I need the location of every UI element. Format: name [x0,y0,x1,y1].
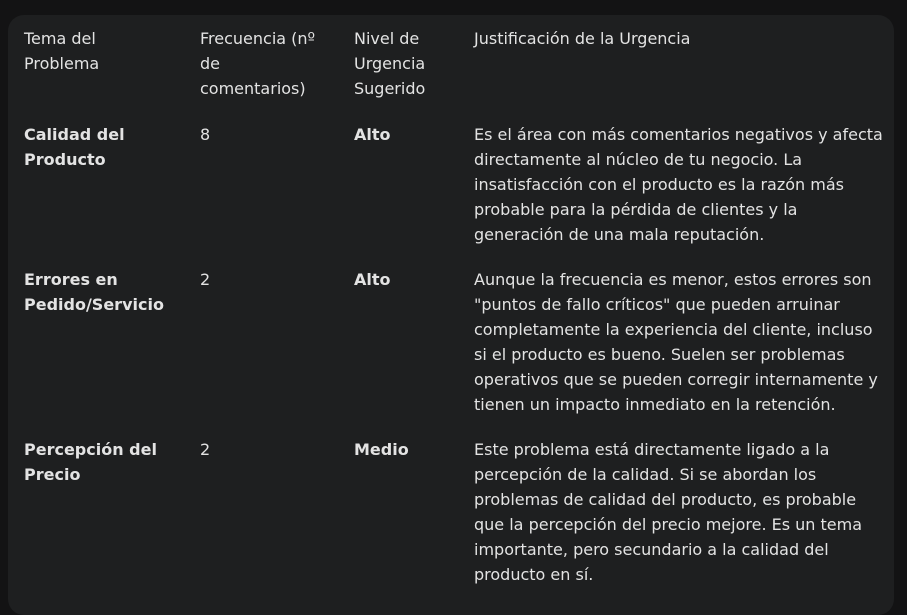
priority-table-card [8,15,894,615]
cell-justification: Es el área con más comentarios negativos y afecta directamente al núcleo de tu negocio. La insatisfacción con el producto es la razón más probable para la pérdida de clientes y la generación de una mala reputación. [474,125,883,244]
cell-frequency: 2 [200,440,211,459]
header-frequency: Frecuencia (nº de comentarios) [200,29,316,98]
cell-justification: Este problema está directamente ligado a la percepción de la calidad. Si se abordan los problemas de calidad del producto, es probable que la percepción del precio mejore. Es un tema importante, pero secundario a la calidad del producto en sí. [474,440,863,584]
table-row [8,437,894,607]
cell-urgency: Medio [354,440,409,459]
table-row [8,267,894,437]
header-urgency: Nivel de Urgencia Sugerido [354,29,426,98]
table-row [8,122,894,267]
cell-topic: Percepción del Precio [24,440,157,484]
priority-table [8,15,894,607]
cell-frequency: 8 [200,125,211,144]
cell-justification: Aunque la frecuencia es menor, estos errores son "puntos de fallo críticos" que pueden arruinar completamente la experiencia del cliente, incluso si el producto es bueno. Suelen ser problemas operativos que se pueden corregir internamente y tienen un impacto inmediato en la retención. [474,270,878,414]
header-topic: Tema del Problema [24,29,100,73]
cell-topic: Errores en Pedido/Servicio [24,270,164,314]
cell-topic: Calidad del Producto [24,125,125,169]
table-header-row [8,15,894,122]
cell-urgency: Alto [354,125,391,144]
cell-urgency: Alto [354,270,391,289]
header-justification: Justificación de la Urgencia [474,29,691,48]
cell-frequency: 2 [200,270,211,289]
